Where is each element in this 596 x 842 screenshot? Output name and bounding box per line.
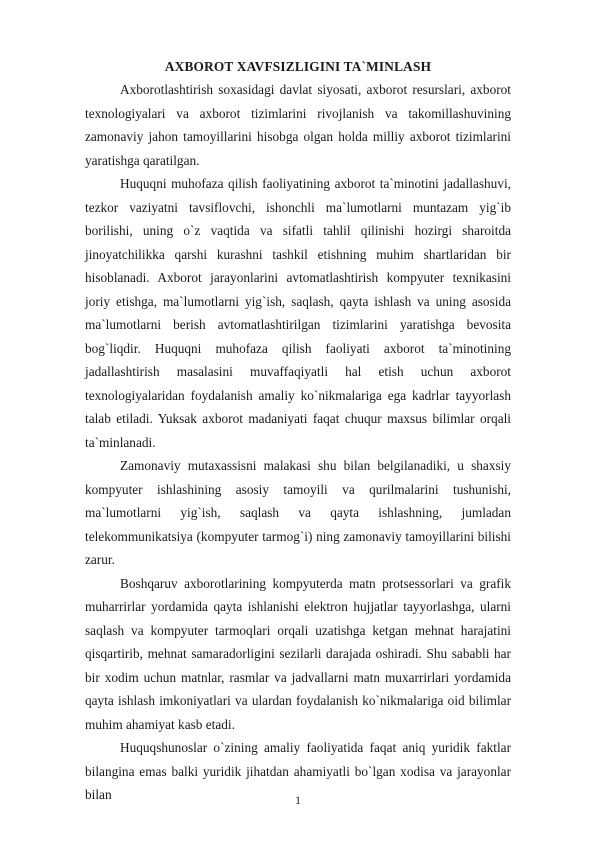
paragraph: Axborotlashtirish soxasidagi davlat siyosati, axborot resurslari, axborot texnologiyalari va axborot tizimlarini rivojlanish va takomillashuvining zamonaviy jahon tamoyillarini hisobga olgan holda milliy axborot tizimlarini yaratishga qaratilgan. <box>85 82 511 168</box>
page-number: 1 <box>295 793 301 807</box>
document-body <box>85 78 511 807</box>
paragraph: Huquqni muhofaza qilish faoliyatining axborot ta`minotini jadallashuvi, tezkor vaziyatni tavsiflovchi, ishonchli ma`lumotlarni muntazam yig`ib borilishi, uning o`z vaqtida va sifatli tahlil qilinishi hozirgi sharoitda jinoyatchilikka qarshi kurashni tashkil etishning muhim shartlaridan bir hisoblanadi. Axborot jarayonlarini avtomatlashtirish kompyuter texnikasini joriy etishga, ma`lumotlarni yig`ish, saqlash, qayta ishlash va uning asosida ma`lumotlarni berish avtomatlashtirilgan tizimlarini yaratishga bevosita bog`liqdir. Huquqni muhofaza qilish faoliyati axborot ta`minotining jadallashtirish masalasini muvaffaqiyatli hal etish uchun axborot texnologiyalaridan foydalanish amaliy ko`nikmalariga ega kadrlar tayyorlash talab etiladi. Yuksak axborot madaniyati faqat chuqur maxsus bilimlar orqali ta`minlanadi. <box>85 176 511 450</box>
paragraph: Huquqshunoslar o`zining amaliy faoliyatida faqat aniq yuridik faktlar bilangina emas balki yuridik jihatdan ahamiyatli bo`lgan xodisa va jarayonlar bilan <box>85 740 511 802</box>
paragraph: Zamonaviy mutaxassisni malakasi shu bilan belgilanadiki, u shaxsiy kompyuter ishlashining asosiy tamoyili va qurilmalarini tushunishi, ma`lumotlarni yig`ish, saqlash va qayta ishlashning, jumladan telekommunikatsiya (kompyuter tarmog`i) ning zamonaviy tamoyillarini bilishi zarur. <box>85 458 511 567</box>
document-title: AXBOROT XAVFSIZLIGINI TA`MINLASH <box>164 59 432 74</box>
paragraph: Boshqaruv axborotlarining kompyuterda matn protsessorlari va grafik muharrirlar yordamida qayta ishlanishi elektron hujjatlar tayyorlashga, ularni saqlash va kompyuter tarmoqlari orqali uzatishga ketgan mehnat harajatini qisqartirib, mehnat samaradorligini sezilarli darajada oshiradi. Shu sababli har bir xodim uchun matnlar, rasmlar va jadvallarni matn muxarrirlari yordamida qayta ishlash imkoniyatlari va ulardan foydalanish ko`nikmalariga oid bilimlar muhim ahamiyat kasb etadi. <box>85 575 511 732</box>
